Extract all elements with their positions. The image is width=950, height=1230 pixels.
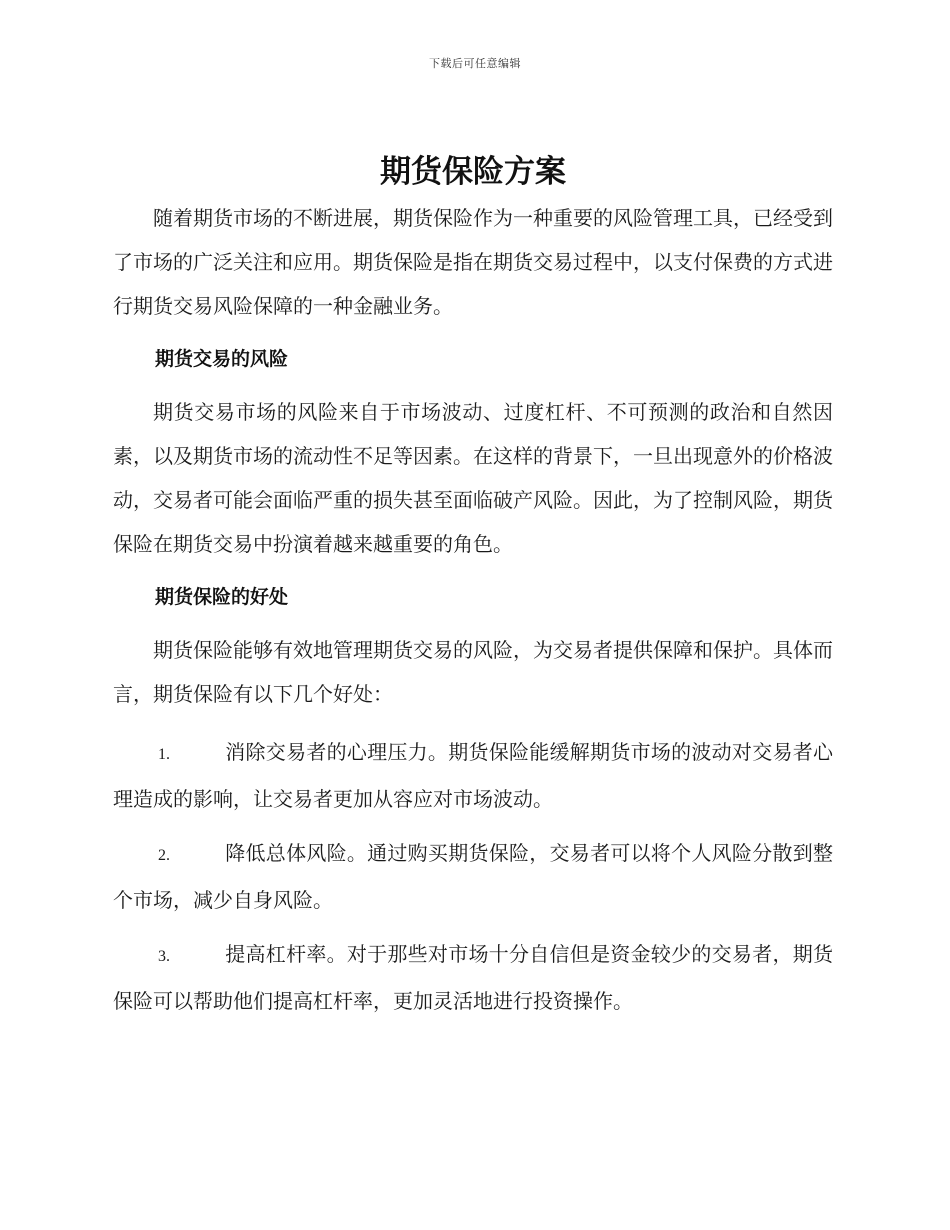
list-number: 2. xyxy=(158,847,170,864)
list-text: 消除交易者的心理压力。期货保险能缓解期货市场的波动对交易者心理造成的影响，让交易者更加从容应对市场波动。 xyxy=(113,740,833,811)
section-paragraph: 期货保险能够有效地管理期货交易的风险，为交易者提供保障和保护。具体而言，期货保险有以下几个好处： xyxy=(113,638,833,706)
section-heading: 期货保险的好处 xyxy=(155,586,289,608)
list-item xyxy=(113,730,833,821)
benefits-list xyxy=(113,730,833,1023)
list-text: 降低总体风险。通过购买期货保险，交易者可以将个人风险分散到整个市场，减少自身风险。 xyxy=(113,841,833,912)
document-body xyxy=(113,150,833,1033)
header-note: 下载后可任意编辑 xyxy=(429,57,521,70)
list-number: 1. xyxy=(158,746,170,763)
section-paragraph: 期货交易市场的风险来自于市场波动、过度杠杆、不可预测的政治和自然因素，以及期货市场的流动性不足等因素。在这样的背景下，一旦出现意外的价格波动，交易者可能会面临严重的损失甚至面临破产风险。因此，为了控制风险，期货保险在期货交易中扮演着越来越重要的角色。 xyxy=(113,400,833,556)
list-item xyxy=(113,932,833,1023)
section-benefits xyxy=(113,575,833,1023)
document-title: 期货保险方案 xyxy=(380,154,566,190)
section-risks xyxy=(113,337,833,566)
intro-paragraph: 随着期货市场的不断进展，期货保险作为一种重要的风险管理工具，已经受到了市场的广泛关注和应用。期货保险是指在期货交易过程中，以支付保费的方式进行期货交易风险保障的一种金融业务。 xyxy=(113,206,833,318)
list-text: 提高杠杆率。对于那些对市场十分自信但是资金较少的交易者，期货保险可以帮助他们提高杠杆率，更加灵活地进行投资操作。 xyxy=(113,942,833,1013)
list-item xyxy=(113,831,833,922)
section-heading: 期货交易的风险 xyxy=(155,348,289,370)
list-number: 3. xyxy=(158,948,170,965)
